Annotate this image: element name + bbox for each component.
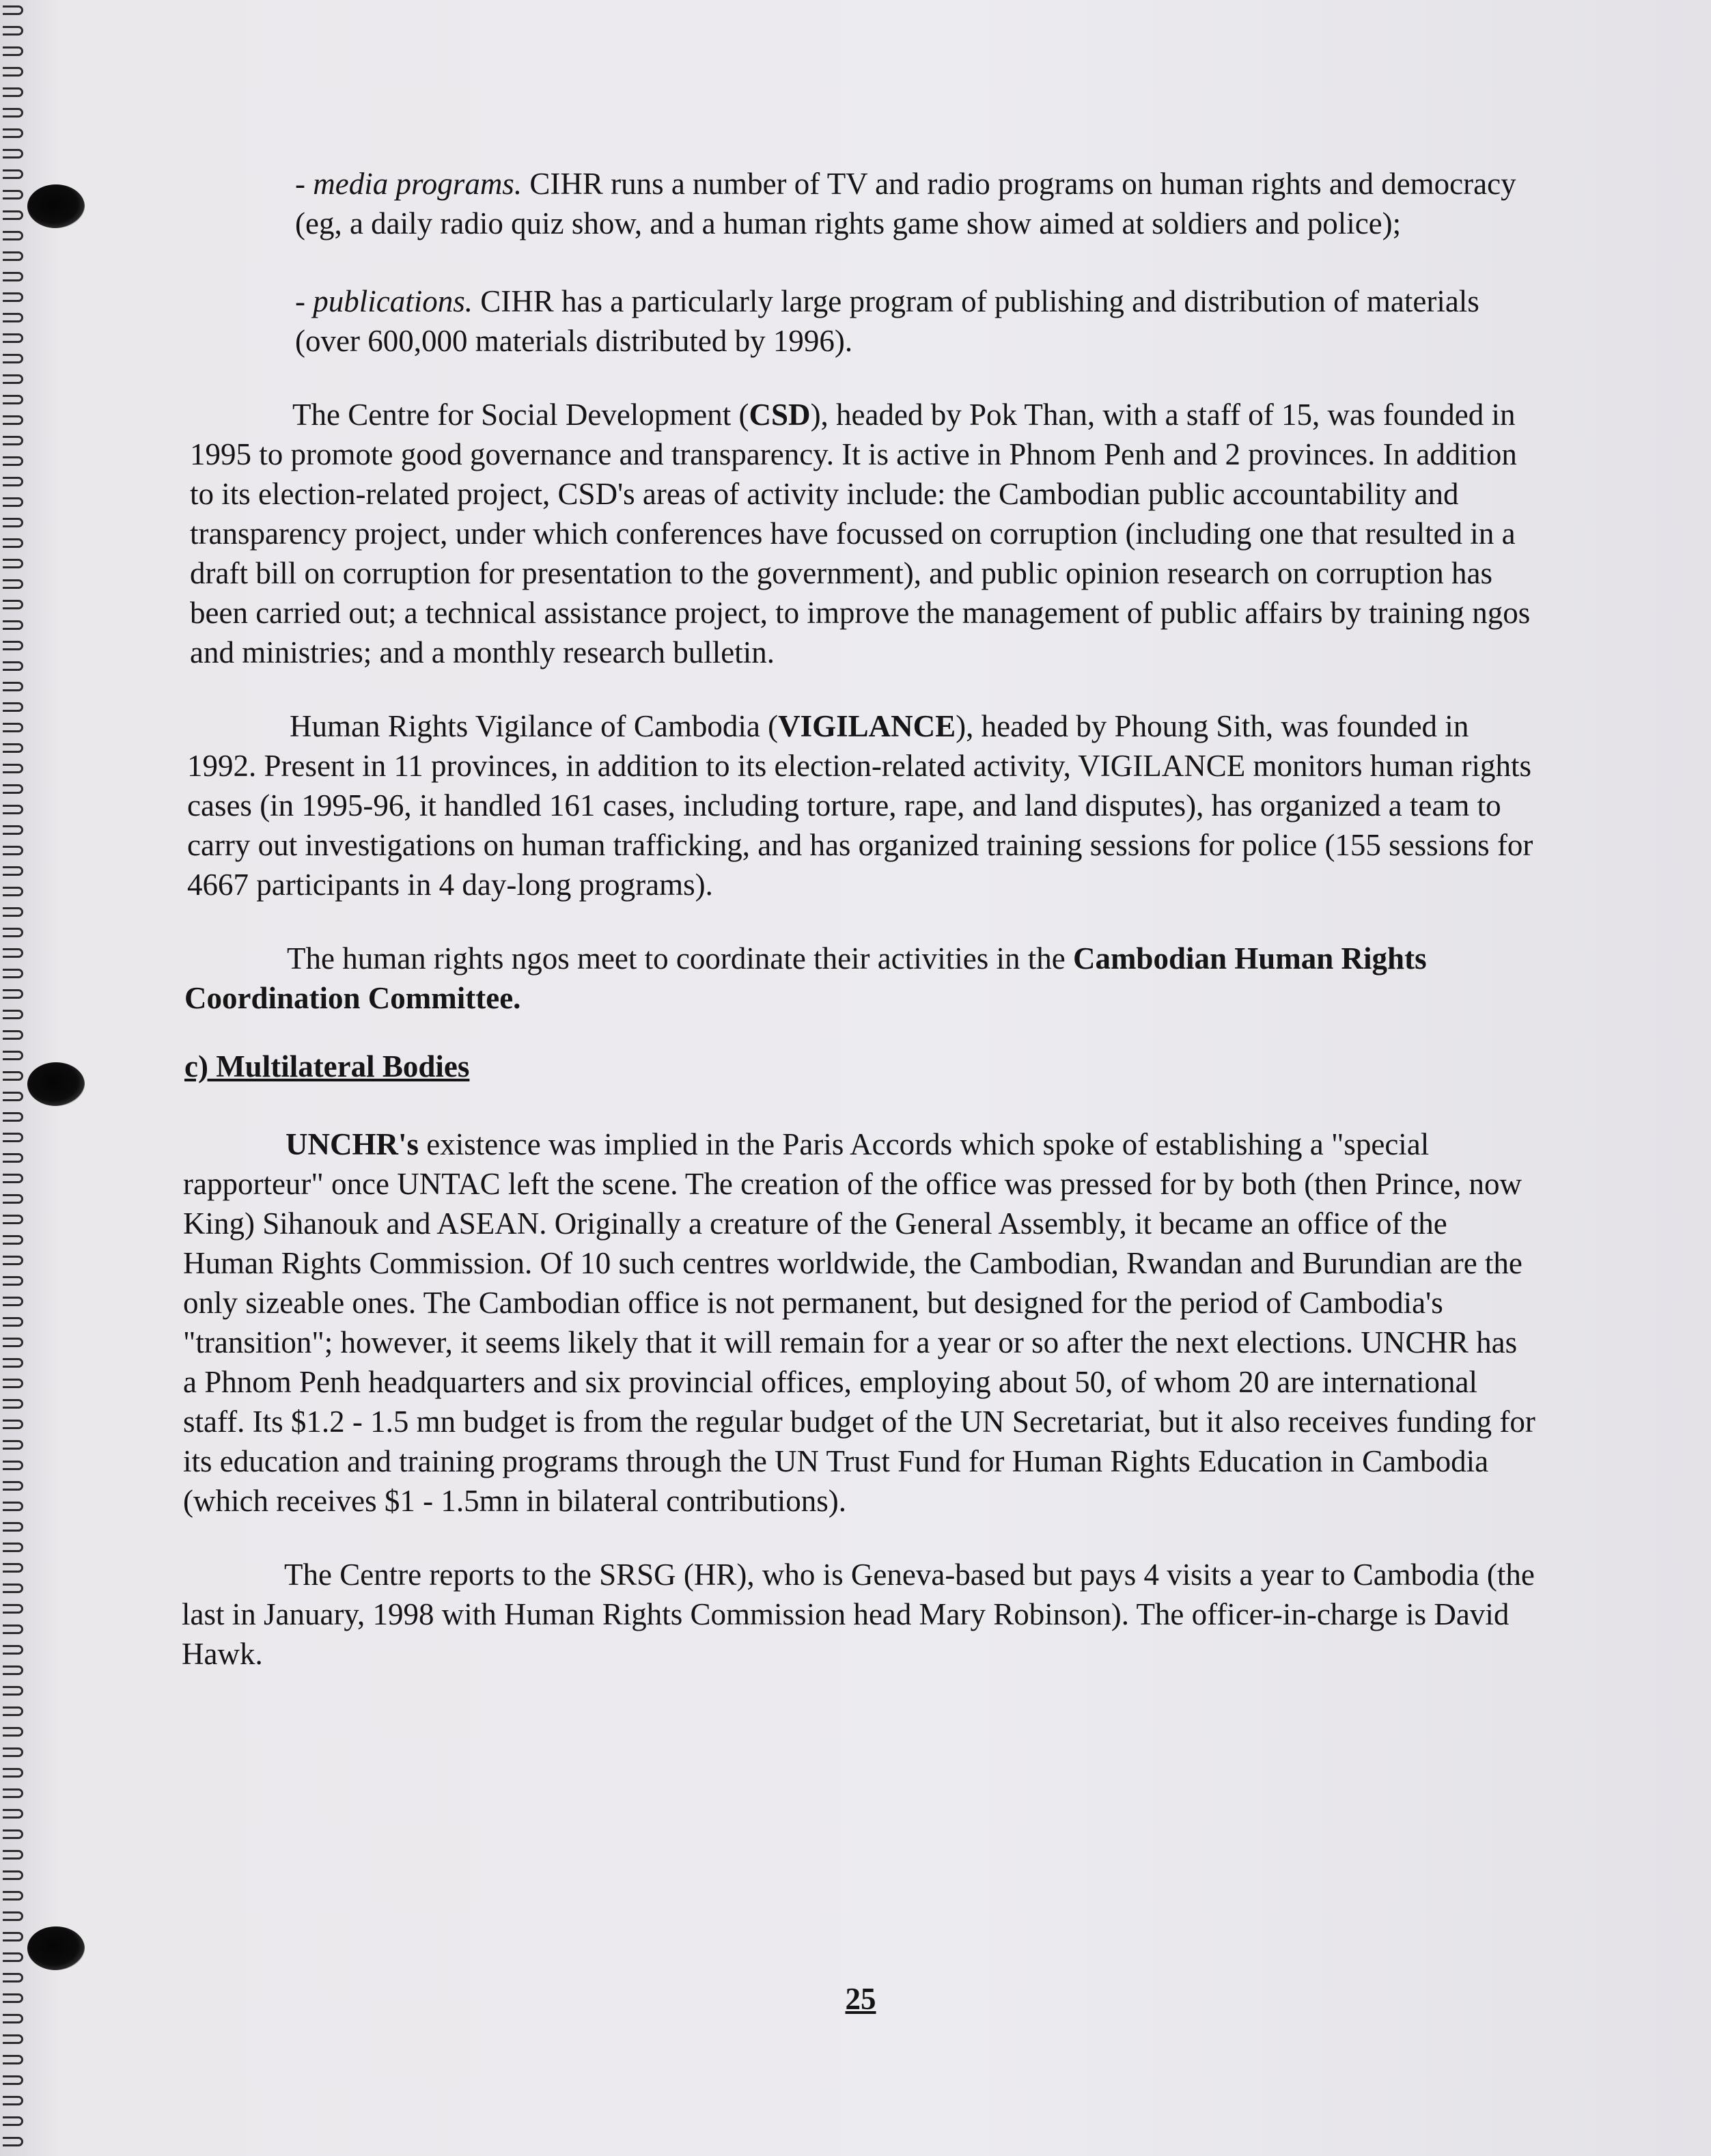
paragraph-centre: [182, 1555, 1538, 1674]
binding-ring: [3, 1092, 23, 1101]
binding-ring: [3, 784, 23, 794]
binding-ring: [3, 1706, 23, 1716]
binding-ring: [3, 149, 23, 158]
binding-ring: [3, 538, 23, 548]
coordination-committee-name: Cambodian Human Rights Coordination Committee.: [184, 941, 1427, 1015]
binding-ring: [3, 5, 23, 15]
binding-ring: [3, 805, 23, 814]
binding-ring: [3, 1788, 23, 1798]
vigilance-text-after: ), headed by Phoung Sith, was founded in 1992. Present in 11 provinces, in addition to its election-related activity, VIGILANCE monitors human rights cases (in 1995-96, it handled 161 cases, including torture, rape, and land disputes), has organized a team to carry out investigations on human trafficking, and has organized training sessions for police (155 sessions for 4667 participants in 4 day-long programs).: [187, 709, 1533, 902]
binding-ring: [3, 1133, 23, 1142]
binding-ring: [3, 497, 23, 507]
binding-ring: [3, 948, 23, 958]
binding-ring: [3, 764, 23, 773]
spiral-binding: [0, 0, 31, 2156]
binding-ring: [3, 169, 23, 179]
binding-ring: [3, 292, 23, 302]
binding-ring: [3, 210, 23, 220]
binding-ring: [3, 395, 23, 404]
binding-ring: [3, 1645, 23, 1655]
bullet-label: - publications.: [295, 284, 473, 318]
binding-ring: [3, 1563, 23, 1573]
binding-ring: [3, 231, 23, 240]
binding-ring: [3, 415, 23, 425]
binding-ring: [3, 1215, 23, 1224]
vigilance-acronym: VIGILANCE: [778, 709, 956, 743]
binding-ring: [3, 128, 23, 138]
binding-ring: [3, 26, 23, 36]
section-heading: c) Multilateral Bodies: [184, 1049, 470, 1083]
binding-ring: [3, 682, 23, 691]
binding-ring: [3, 1153, 23, 1163]
csd-text-after: ), headed by Pok Than, with a staff of 15, was founded in 1995 to promote good governance and transparency. It is active in Phnom Penh and 2 provinces. In addition to its election-related project, CSD's areas of activity include: the Cambodian public accountability and transparency project, under which conferences have focussed on corruption (including one that resulted in a draft bill on corruption for presentation to the government), and public opinion research on corruption has been carried out; a technical assistance project, to improve the management of public affairs by training ngos and ministries; and a monthly research bulletin.: [190, 398, 1531, 669]
binding-ring: [3, 2116, 23, 2126]
bullet-media-programs: [179, 164, 1538, 243]
binding-ring: [3, 661, 23, 671]
binding-ring: [3, 1543, 23, 1552]
binding-ring: [3, 1112, 23, 1122]
binding-ring: [3, 2014, 23, 2023]
binding-ring: [3, 251, 23, 261]
binding-ring: [3, 1051, 23, 1060]
binding-ring: [3, 1276, 23, 1286]
binding-ring: [3, 1071, 23, 1081]
binding-ring: [3, 518, 23, 527]
paragraph-vigilance: [187, 706, 1538, 904]
binding-ring: [3, 600, 23, 609]
binding-ring: [3, 866, 23, 876]
binding-ring: [3, 1379, 23, 1388]
centre-text: The Centre reports to the SRSG (HR), who is Geneva-based but pays 4 visits a year to Cambodia (the last in January, 1998 with Human Rights Commission head Mary Robinson). The officer-in-charge is David Hawk.: [182, 1558, 1535, 1671]
binding-ring: [3, 887, 23, 896]
binding-ring: [3, 2055, 23, 2064]
binding-ring: [3, 1911, 23, 1921]
page-number: 25: [845, 1982, 876, 2016]
binding-ring: [3, 2137, 23, 2146]
binding-ring: [3, 743, 23, 753]
binding-ring: [3, 702, 23, 712]
binding-ring: [3, 1850, 23, 1860]
binding-ring: [3, 456, 23, 466]
binding-ring: [3, 1522, 23, 1532]
punch-hole-top: [27, 184, 85, 228]
binding-ring: [3, 1727, 23, 1737]
binding-ring: [3, 1870, 23, 1880]
paragraph-csd: [190, 395, 1538, 672]
binding-ring: [3, 1030, 23, 1040]
binding-ring: [3, 1297, 23, 1306]
coordination-text-before: The human rights ngos meet to coordinate their activities in the: [287, 941, 1073, 976]
binding-ring: [3, 1604, 23, 1614]
unchr-text: existence was implied in the Paris Accords which spoke of establishing a "special rapporteur" once UNTAC left the scene. The creation of the office was pressed for by both (then Prince, now King) Sihanouk and ASEAN. Originally a creature of the General Assembly, it became an office of the Human Rights Commission. Of 10 such centres worldwide, the Cambodian, Rwandan and Burundian are the only sizeable ones. The Cambodian office is not permanent, but designed for the period of Cambodia's "transition"; however, it seems likely that it will remain for a year or so after the next elections. UNCHR has a Phnom Penh headquarters and six provincial offices, employing about 50, of whom 20 are international staff. Its $1.2 - 1.5 mn budget is from the regular budget of the UN Secretariat, but it also receives funding for its education and training programs through the UN Trust Fund for Human Rights Education in Cambodia (which receives $1 - 1.5mn in bilateral contributions).: [183, 1127, 1535, 1518]
punch-hole-middle: [27, 1062, 85, 1106]
binding-ring: [3, 2034, 23, 2044]
binding-ring: [3, 1625, 23, 1634]
binding-ring: [3, 1993, 23, 2003]
bullet-text: CIHR runs a number of TV and radio programs on human rights and democracy (eg, a daily radio quiz show, and a human rights game show aimed at soldiers and police);: [295, 167, 1516, 240]
binding-ring: [3, 559, 23, 568]
binding-ring: [3, 67, 23, 77]
binding-ring: [3, 969, 23, 978]
binding-ring: [3, 1747, 23, 1757]
binding-ring: [3, 1686, 23, 1696]
binding-ring: [3, 313, 23, 322]
binding-ring: [3, 1399, 23, 1409]
binding-ring: [3, 477, 23, 486]
binding-ring: [3, 1584, 23, 1593]
binding-ring: [3, 1256, 23, 1265]
binding-ring: [3, 333, 23, 343]
binding-ring: [3, 87, 23, 97]
csd-text-before: The Centre for Social Development (: [292, 398, 749, 432]
binding-ring: [3, 1973, 23, 1982]
binding-ring: [3, 1891, 23, 1901]
binding-ring: [3, 190, 23, 199]
binding-ring: [3, 1174, 23, 1183]
binding-ring: [3, 108, 23, 118]
binding-ring: [3, 1420, 23, 1429]
binding-ring: [3, 928, 23, 937]
binding-ring: [3, 1010, 23, 1019]
binding-ring: [3, 272, 23, 281]
binding-ring: [3, 1317, 23, 1327]
binding-ring: [3, 1440, 23, 1450]
binding-ring: [3, 723, 23, 732]
binding-ring: [3, 620, 23, 630]
binding-ring: [3, 579, 23, 589]
csd-acronym: CSD: [749, 398, 811, 432]
binding-ring: [3, 354, 23, 363]
paragraph-coordination: [184, 939, 1538, 1018]
binding-ring: [3, 2075, 23, 2085]
unchr-name: UNCHR's: [286, 1127, 419, 1161]
binding-ring: [3, 1235, 23, 1245]
binding-ring: [3, 1768, 23, 1778]
binding-ring: [3, 1194, 23, 1204]
bullet-publications: [179, 281, 1538, 361]
binding-ring: [3, 825, 23, 835]
binding-ring: [3, 374, 23, 384]
paragraph-unchr: [183, 1124, 1538, 1521]
binding-ring: [3, 989, 23, 999]
document-body: [179, 164, 1538, 1674]
binding-ring: [3, 1666, 23, 1675]
binding-ring: [3, 1809, 23, 1819]
binding-ring: [3, 846, 23, 855]
binding-ring: [3, 1481, 23, 1491]
bullet-label: - media programs.: [295, 167, 523, 201]
binding-ring: [3, 1502, 23, 1511]
binding-ring: [3, 1932, 23, 1941]
binding-ring: [3, 907, 23, 917]
binding-ring: [3, 46, 23, 56]
binding-ring: [3, 1358, 23, 1368]
binding-ring: [3, 1829, 23, 1839]
binding-ring: [3, 1338, 23, 1347]
binding-ring: [3, 436, 23, 445]
punch-hole-bottom: [27, 1926, 85, 1970]
binding-ring: [3, 641, 23, 650]
binding-ring: [3, 1952, 23, 1962]
binding-ring: [3, 2096, 23, 2105]
vigilance-text-before: Human Rights Vigilance of Cambodia (: [290, 709, 779, 743]
bullet-text: CIHR has a particularly large program of publishing and distribution of materials (over 600,000 materials distributed by 1996).: [295, 284, 1479, 358]
binding-ring: [3, 1461, 23, 1470]
